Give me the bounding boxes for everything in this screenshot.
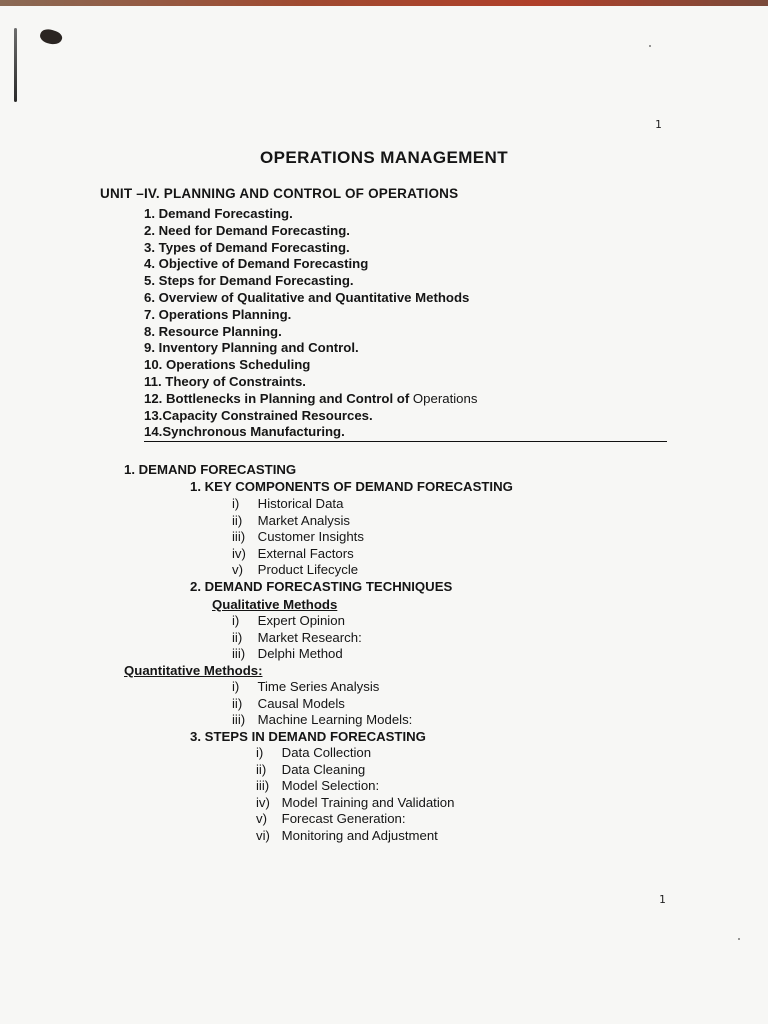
list-item: i) Historical Data xyxy=(232,496,344,511)
qualitative-methods-heading: Qualitative Methods xyxy=(212,597,338,612)
toc-item: 1. Demand Forecasting. xyxy=(144,206,293,221)
unit-heading: UNIT –IV. PLANNING AND CONTROL OF OPERATIONS xyxy=(100,186,459,201)
toc-item: 9. Inventory Planning and Control. xyxy=(144,340,359,356)
quantitative-methods-heading: Quantitative Methods: xyxy=(124,663,263,678)
paper-speck xyxy=(649,45,651,47)
list-item: iii) Machine Learning Models: xyxy=(232,712,413,728)
toc-item: 6. Overview of Qualitative and Quantitative Methods xyxy=(144,289,470,305)
key-components-list xyxy=(232,496,364,579)
document-title: OPERATIONS MANAGEMENT xyxy=(260,148,508,167)
list-item: v) Product Lifecycle xyxy=(232,562,359,578)
qualitative-methods-list xyxy=(232,613,362,663)
forecasting-steps-list xyxy=(256,745,454,845)
list-item: i) Data Collection xyxy=(256,745,372,760)
page-number-top: 1 xyxy=(655,118,662,131)
list-item: ii) Causal Models xyxy=(232,695,345,711)
toc-item: 7. Operations Planning. xyxy=(144,306,292,322)
paper-speck xyxy=(738,938,740,940)
toc-item: 8. Resource Planning. xyxy=(144,323,282,339)
quantitative-methods-list xyxy=(232,679,412,729)
toc-item: 13.Capacity Constrained Resources. xyxy=(144,407,373,423)
list-item: iii) Delphi Method xyxy=(232,646,343,662)
toc-item-tail: Operations xyxy=(412,390,478,406)
toc-item: 3. Types of Demand Forecasting. xyxy=(144,239,350,255)
list-item: vi) Monitoring and Adjustment xyxy=(256,827,438,843)
unit-contents-list xyxy=(144,206,477,441)
list-item: i) Time Series Analysis xyxy=(232,679,380,694)
subsection-heading: 3. STEPS IN DEMAND FORECASTING xyxy=(190,729,426,744)
toc-item: 10. Operations Scheduling xyxy=(144,357,311,373)
subsection-heading: 2. DEMAND FORECASTING TECHNIQUES xyxy=(190,579,453,594)
toc-item: 14.Synchronous Manufacturing. xyxy=(144,424,345,440)
list-item: ii) Market Analysis xyxy=(232,512,351,528)
list-item: ii) Market Research: xyxy=(232,629,362,645)
list-item: i) Expert Opinion xyxy=(232,613,345,628)
toc-item: 5. Steps for Demand Forecasting. xyxy=(144,273,354,289)
list-item: v) Forecast Generation: xyxy=(256,811,406,827)
toc-item: 12. Bottlenecks in Planning and Control of Operations xyxy=(144,390,478,406)
section-divider xyxy=(144,441,667,442)
list-item: iv) Model Training and Validation xyxy=(256,794,455,810)
section-heading: 1. DEMAND FORECASTING xyxy=(124,462,297,477)
staple-mark xyxy=(14,28,17,102)
staple-head-mark xyxy=(38,27,63,47)
list-item: iii) Model Selection: xyxy=(256,778,380,794)
subsection-heading: 1. KEY COMPONENTS OF DEMAND FORECASTING xyxy=(190,479,513,494)
list-item: ii) Data Cleaning xyxy=(256,761,366,777)
toc-item: 11. Theory of Constraints. xyxy=(144,373,306,389)
toc-item: 2. Need for Demand Forecasting. xyxy=(144,222,350,238)
list-item: iv) External Factors xyxy=(232,545,354,561)
list-item: iii) Customer Insights xyxy=(232,529,364,545)
photo-top-edge xyxy=(0,0,768,6)
toc-item: 4. Objective of Demand Forecasting xyxy=(144,256,369,272)
page-number-bottom: 1 xyxy=(659,893,666,906)
